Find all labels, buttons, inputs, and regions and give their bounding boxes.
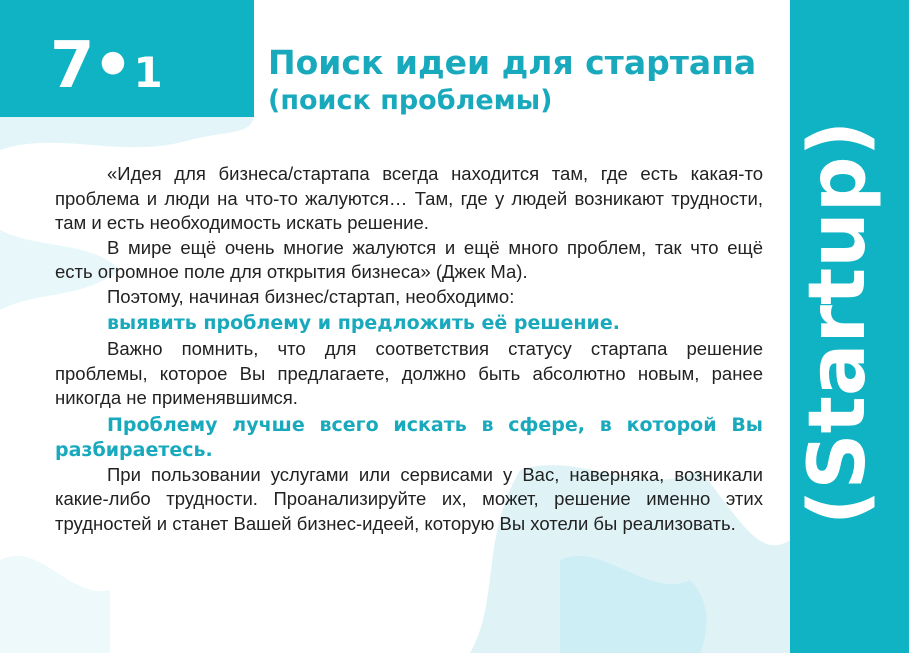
paragraph-important: Важно помнить, что для соответствия статусу стартапа решение проблемы, которое Вы предлагаете, должно быть абсолютно новым, ранее никогда не применявшимся. [55, 338, 763, 408]
chapter-number [50, 29, 161, 103]
page-title [268, 44, 768, 120]
chapter-number-dot: • [92, 29, 132, 103]
paragraph-quote-2: В мире ещё очень многие жалуются и ещё много проблем, так что ещё есть огромное поле для открытия бизнеса» (Джек Ма). [55, 236, 763, 282]
paragraph-services: При пользовании услугами или сервисами у Вас, наверняка, возникали какие-либо трудности. Проанализируйте их, может, решение именно этих трудностей и станет Вашей бизнес-идеей, которую Вы хотели бы реализовать. [55, 463, 763, 534]
highlight-1: выявить проблему и предложить её решение. [107, 312, 620, 334]
title-line-1: Поиск идеи для стартапа [268, 43, 757, 82]
paragraph-intro: Поэтому, начиная бизнес/стартап, необходимо: [107, 285, 515, 307]
chapter-number-sub: 1 [133, 48, 161, 97]
title-line-2: (поиск проблемы) [268, 85, 553, 116]
body-text [55, 162, 763, 536]
highlight-2: Проблему лучше всего искать в сфере, в которой Вы разбираетесь. [55, 413, 763, 461]
chapter-badge [0, 0, 254, 117]
side-label: (Startup) [793, 120, 883, 526]
paragraph-quote-1: «Идея для бизнеса/стартапа всегда находится там, где есть какая-то проблема и люди на что-то жалуются… Там, где у людей возникают трудности, там и есть необходимость искать решение. [55, 163, 763, 233]
chapter-number-main: 7 [50, 29, 93, 103]
